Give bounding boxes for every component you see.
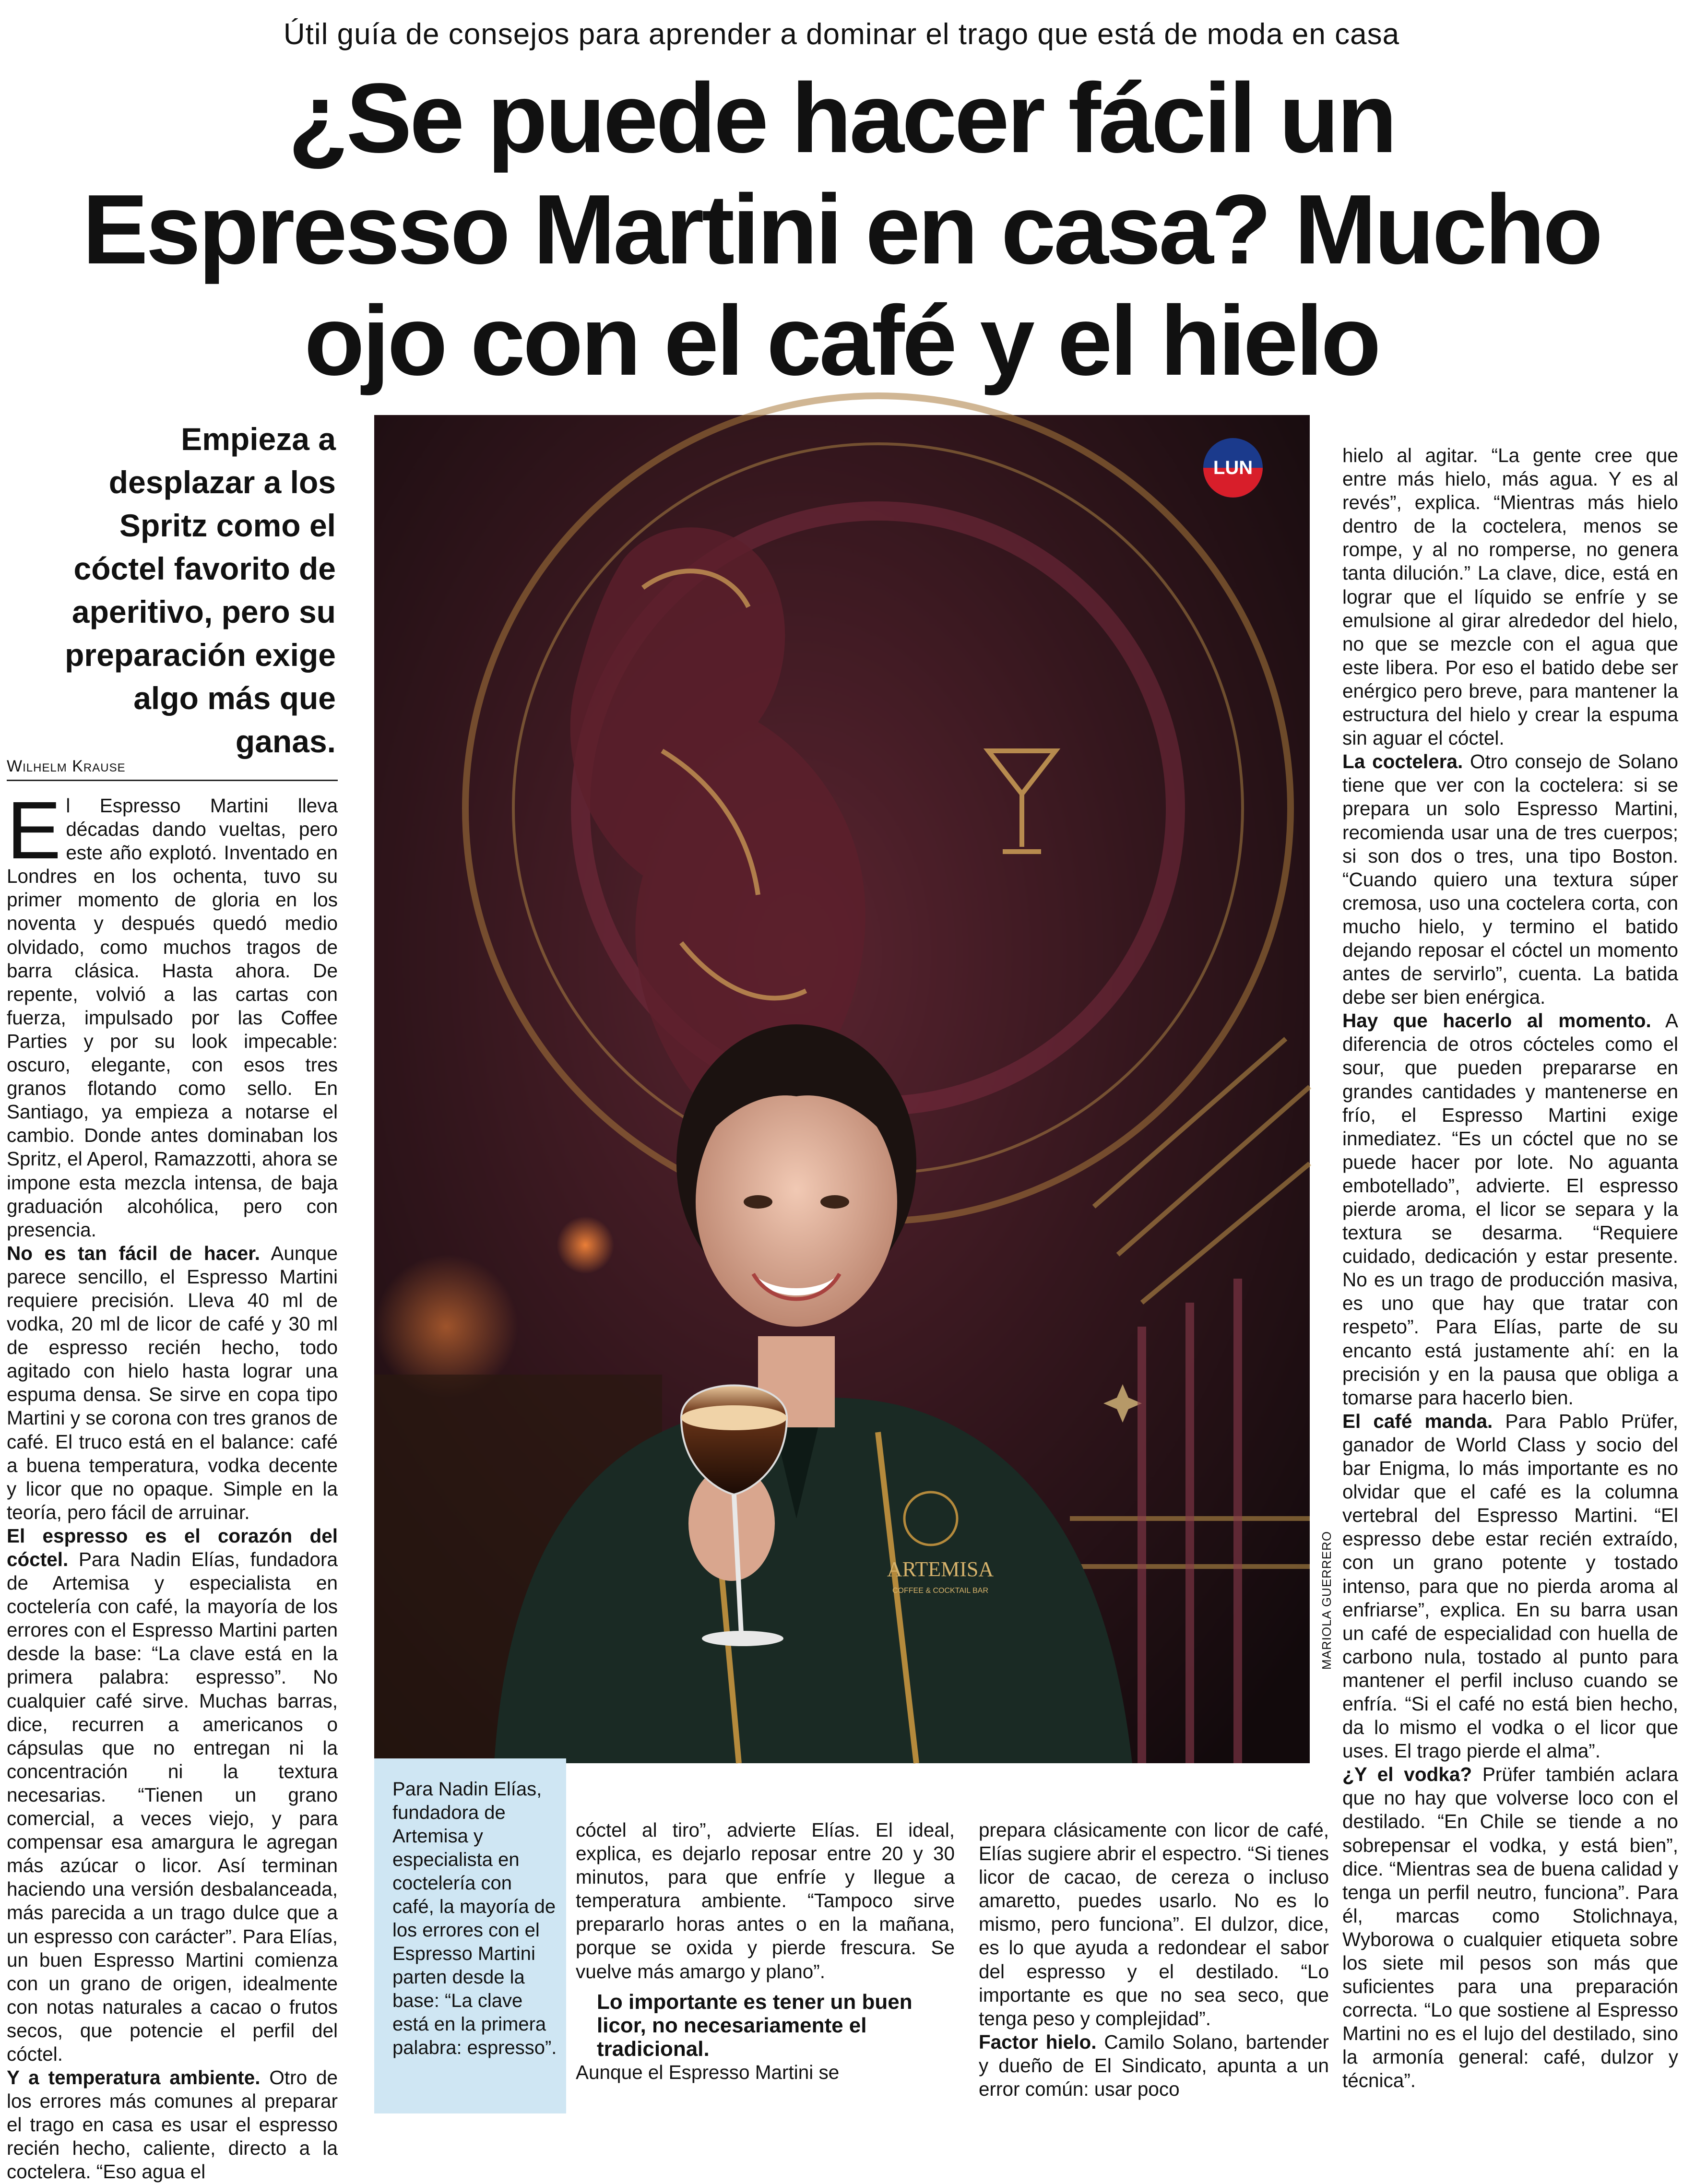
lun-logo-text: LUN — [1213, 457, 1253, 478]
headline-line-3: ojo con el café y el hielo — [304, 285, 1379, 396]
article-column-3 — [979, 1818, 1329, 2130]
paragraph: prepara clásicamente con licor de café, Elías sugiere abrir el espectro. “Si tienes licor de cacao, de cereza o incluso amaretto, puedes usarlo. No es lo mismo, pero funciona”. El dulzor, dice, es lo que ayuda a redondear el sabor del espresso y el destilado. “Lo importante es que no sea seco, que tenga peso y complejidad”. — [979, 1819, 1329, 2030]
paragraph: ¿Y el vodka? Prüfer también aclara que no hay que volverse loco con el destilado. “En Chile se tiende a no sobrepensar el vodka, y está bien”, dice. “Mientras sea de buena calidad y tenga un perfil neutro, funciona”. Para él, marcas como Stolichnaya, Wyborowa o cualquier etiqueta sobre los siete mil pesos son más que suficientes para una preparación correcta. “Lo que sostiene al Espresso Martini no es el lujo del destilado, sino la armonía general: café, dulzor y técnica”. — [1342, 1763, 1679, 2092]
drop-cap: E — [7, 785, 61, 876]
lun-logo — [1203, 438, 1263, 498]
subhead: Hay que hacerlo al momento. — [1342, 1009, 1651, 1032]
subhead: Y a temperatura ambiente. — [7, 2066, 261, 2089]
paragraph: El café manda. Para Pablo Prüfer, ganador de World Class y socio del bar Enigma, lo más importante es no olvidar que el café es la columna vertebral del Espresso Martini. “El espresso debe estar recién extraído, con un grano potente y tostado intenso, para que no pierda aroma al enfriarse”, explica. En su barra usan un café de especialidad con huella de carbono nula, tostado al punto para mantener el perfil incluso cuando se enfría. “Si el café no está bien hecho, da lo mismo el vodka o el licor que uses. El trago pierde el alma”. — [1342, 1410, 1678, 1762]
bartender-photo — [374, 415, 1310, 1763]
article-column-2 — [576, 1818, 955, 2130]
article-column-1 — [7, 785, 338, 2183]
subhead: Lo importante es tener un buen licor, no necesariamente el tradicional. — [597, 1990, 913, 2061]
paragraph: Aunque el Espresso Martini se — [576, 2061, 840, 2083]
byline: Wilhelm Krause — [7, 757, 338, 781]
paragraph: cóctel al tiro”, advierte Elías. El ideal, explica, es dejarlo reposar entre 20 y 30 minutos, para que enfríe y llegue a temperatura ambiente. “Tampoco sirve prepararlo horas antes o en la mañana, porque se oxida y pierde frescura. Se vuelve más amargo y plano”. — [576, 1819, 955, 1982]
subhead: El café manda. — [1342, 1410, 1493, 1432]
subhead: La coctelera. — [1342, 750, 1463, 773]
photo-credit: MARIOLA GUERRERO — [1319, 1531, 1334, 1670]
paragraph: El Espresso Martini lleva décadas dando vueltas, pero este año explotó. Inventado en Londres en los ochenta, tuvo su primer momento de gloria en los noventa y después quedó medio olvidado, como muchos tragos de barra clásica. Hasta ahora. De repente, volvió a las cartas con fuerza, impulsado por las Coffee Parties y por su look impecable: oscuro, elegante, con esos tres granos flotando como sello. En Santiago, ya empieza a notarse el cambio. Donde antes dominaban los Spritz, el Aperol, Ramazzotti, ahora se impone esta mezcla intensa, de baja graduación alcohólica, pero con presencia. — [7, 785, 338, 1241]
paragraph: Y a temperatura ambiente. Otro de los errores más comunes al preparar el trago en casa es usar el espresso recién hecho, caliente, directo a la coctelera. “Eso agua el — [7, 2066, 338, 2183]
subhead: No es tan fácil de hacer. — [7, 1242, 261, 1264]
kicker: Útil guía de consejos para aprender a dominar el trago que está de moda en casa — [283, 18, 1400, 51]
paragraph: hielo al agitar. “La gente cree que entre más hielo, más agua. Y es al revés”, explica. “Mientras más hielo dentro de la coctelera, menos se rompe, y al no romperse, no genera tanta dilución.” La clave, dice, está en lograr que el líquido se enfríe y se emulsione al girar alrededor del hielo, no que se mezcle con el agua que este libera. Por eso el batido debe ser enérgico pero breve, para mantener la estructura del hielo y crear la espuma sin aguar el cóctel. — [1342, 444, 1678, 749]
headline — [72, 62, 1611, 396]
paragraph: Factor hielo. Camilo Solano, bartender y dueño de El Sindicato, apunta a un error común: usar poco — [979, 2030, 1329, 2101]
article-column-4 — [1342, 444, 1678, 2130]
photo-caption: Para Nadin Elías, fundadora de Artemisa y especialista en coctelería con café, la mayoría de los errores con el Espresso Martini parten desde la base: “La clave está en la primera palabra: espresso”. — [374, 1758, 566, 2113]
subhead: El espresso es el corazón del cóctel. — [7, 1524, 338, 1570]
lede: Empieza a desplazar a los Spritz como el cóctel favorito de aperitivo, pero su preparación exige algo más que ganas. — [65, 421, 336, 759]
paragraph: El espresso es el corazón del cóctel. Para Nadin Elías, fundadora de Artemisa y especialista en coctelería con café, la mayoría de los errores con el Espresso Martini parten desde la base: “La clave está en la primera palabra: espresso”. No cualquier café sirve. Muchas barras, dice, recurren a americanos o cápsulas que no entregan ni la concentración ni la textura necesarias. “Tienen un grano comercial, a veces viejo, y para compensar esa amargura le agregan más azúcar o licor. Así terminan haciendo una versión desbalanceada, más parecida a un trago dulce que a un espresso con carácter”. Para Elías, un buen Espresso Martini comienza con un grano de origen, idealmente con notas naturales a cacao o frutos secos, que potencie el perfil del cóctel. — [7, 1524, 338, 2065]
apron-sub-text: COFFEE & COCKTAIL BAR — [892, 1587, 989, 1595]
headline-line-1: ¿Se puede hacer fácil un — [288, 63, 1395, 173]
main-photo — [374, 415, 1310, 1763]
paragraph: Hay que hacerlo al momento. A diferencia de otros cócteles como el sour, que pueden prepararse en grandes cantidades y mantenerse en frío, el Espresso Martini exige inmediatez. “Es un cóctel que no se puede hacer por lote. No aguanta embotellado”, advierte. El espresso pierde aroma, el licor se separa y la textura se desarma. “Requiere cuidado, dedicación y estar presente. No es un trago de producción masiva, es uno que hay que tratar con respeto”. Para Elías, parte de su encanto está justamente ahí: en la precisión y en la pausa que obliga a tomarse para hacerlo bien. — [1342, 1009, 1678, 1409]
paragraph: La coctelera. Otro consejo de Solano tiene que ver con la coctelera: si se prepara un solo Espresso Martini, recomienda usar una de tres cuerpos; si son dos o tres, una tipo Boston. “Cuando quiero una textura súper cremosa, uso una coctelera corta, con mucho hielo, y termino el batido dejando reposar el cóctel un momento antes de servirlo”, cuenta. La batida debe ser bien enérgica. — [1342, 750, 1678, 1009]
subhead: ¿Y el vodka? — [1342, 1763, 1472, 1786]
headline-line-2: Espresso Martini en casa? Mucho — [82, 174, 1601, 285]
subhead: Factor hielo. — [979, 2030, 1097, 2053]
paragraph: No es tan fácil de hacer. Aunque parece sencillo, el Espresso Martini requiere precisión. Lleva 40 ml de vodka, 20 ml de licor de café y 30 ml de espresso recién hecho, todo agitado con hielo hasta lograr una espuma densa. Se sirve en copa tipo Martini y se corona con tres granos de café. El truco está en el balance: café a buena temperatura, vodka decente y licor que no opaque. Simple en la teoría, pero fácil de arruinar. — [7, 1242, 338, 1523]
apron-brand-text: ARTEMISA — [887, 1557, 994, 1581]
